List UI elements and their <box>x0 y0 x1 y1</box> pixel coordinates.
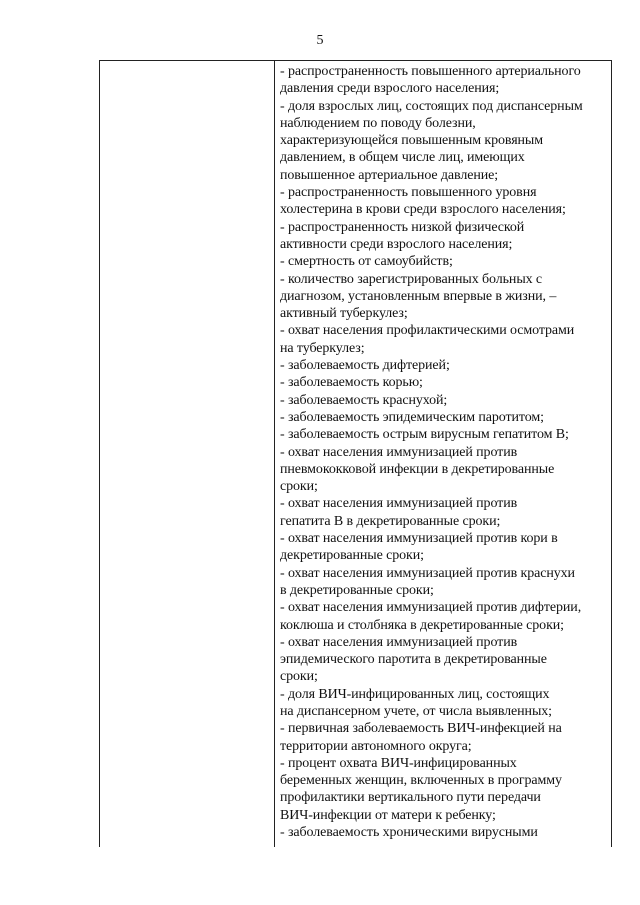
text-line: - охват населения иммунизацией против <box>280 634 518 650</box>
text-line: территории автономного округа; <box>280 738 472 754</box>
text-line: декретированные сроки; <box>280 548 424 564</box>
text-line: - охват населения профилактическими осмотрами <box>280 323 575 339</box>
column-divider <box>274 61 275 847</box>
text-line: сроки; <box>280 669 318 685</box>
text-line: - процент охвата ВИЧ-инфицированных <box>280 755 517 771</box>
text-line: - доля взрослых лиц, состоящих под диспансерным <box>280 98 583 114</box>
text-line: пневмококковой инфекции в декретированные <box>280 461 555 477</box>
text-line: эпидемического паротита в декретированные <box>280 652 547 668</box>
text-line: - заболеваемость эпидемическим паротитом; <box>280 409 544 425</box>
text-line: давления среди взрослого населения; <box>280 81 500 97</box>
text-line: в декретированные сроки; <box>280 582 434 598</box>
text-line: - охват населения иммунизацией против краснухи <box>280 565 575 581</box>
text-line: активности среди взрослого населения; <box>280 236 513 252</box>
text-line: диагнозом, установленным впервые в жизни, – <box>280 288 557 304</box>
text-line: повышенное артериальное давление; <box>280 167 499 183</box>
text-line: - распространенность повышенного артериального <box>280 64 581 79</box>
text-line: коклюша и столбняка в декретированные сроки; <box>280 617 564 633</box>
text-line: - количество зарегистрированных больных с <box>280 271 543 287</box>
text-line: - заболеваемость хроническими вирусными <box>280 825 538 841</box>
text-line: - заболеваемость краснухой; <box>280 392 448 408</box>
text-line: давлением, в общем числе лиц, имеющих <box>280 150 525 166</box>
page-number: 5 <box>316 33 324 48</box>
text-line: на диспансерном учете, от числа выявленных; <box>280 703 552 719</box>
text-line: - охват населения иммунизацией против кори в <box>280 531 558 547</box>
text-line: профилактики вертикального пути передачи <box>280 790 541 806</box>
text-line: ВИЧ-инфекции от матери к ребенку; <box>280 807 496 823</box>
text-line: холестерина в крови среди взрослого населения; <box>280 202 566 218</box>
text-line: - заболеваемость острым вирусным гепатитом В; <box>280 427 569 443</box>
text-line: сроки; <box>280 479 318 495</box>
table-cell-right <box>280 63 612 841</box>
indicators-table <box>99 60 612 847</box>
text-line: - первичная заболеваемость ВИЧ-инфекцией на <box>280 721 562 737</box>
text-line: на туберкулез; <box>280 340 365 356</box>
text-line: - заболеваемость корью; <box>280 375 423 391</box>
text-line: - доля ВИЧ-инфицированных лиц, состоящих <box>280 686 550 702</box>
text-line: беременных женщин, включенных в программу <box>280 773 562 789</box>
text-line: - распространенность повышенного уровня <box>280 185 537 201</box>
text-line: - охват населения иммунизацией против дифтерии, <box>280 600 582 616</box>
text-line: наблюдением по поводу болезни, <box>280 115 476 131</box>
text-line: - охват населения иммунизацией против <box>280 444 518 460</box>
text-line: - смертность от самоубийств; <box>280 254 453 270</box>
text-line: - охват населения иммунизацией против <box>280 496 518 512</box>
table-cell-left <box>100 61 274 847</box>
text-line: гепатита В в декретированные сроки; <box>280 513 501 529</box>
text-line: - заболеваемость дифтерией; <box>280 358 450 374</box>
text-line: активный туберкулез; <box>280 306 408 322</box>
text-line: характеризующейся повышенным кровяным <box>280 133 543 149</box>
text-line: - распространенность низкой физической <box>280 219 525 235</box>
